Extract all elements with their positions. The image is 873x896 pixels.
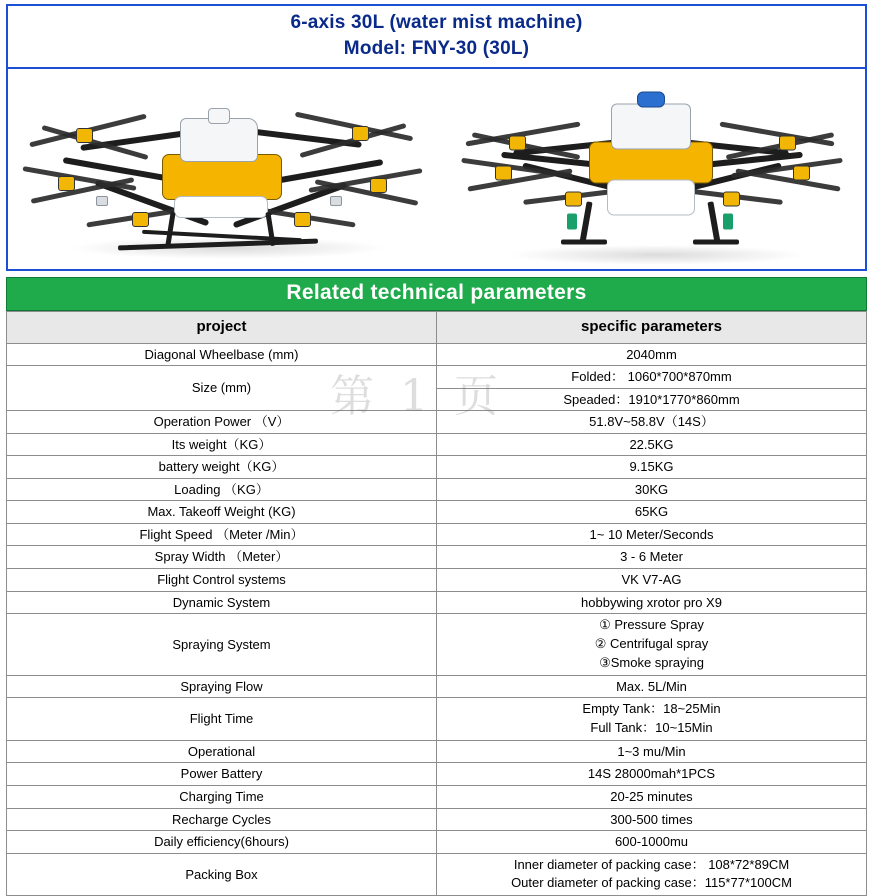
row-value: [437, 853, 867, 896]
page-watermark: 第 1 页: [330, 371, 504, 422]
product-photo-left: [8, 69, 437, 269]
table-row: [7, 569, 867, 592]
row-label: Max. Takeoff Weight (KG): [7, 501, 437, 524]
drone-battery-pack: [607, 180, 695, 216]
drone-propeller: [735, 169, 840, 192]
table-row: [7, 501, 867, 524]
row-value: hobbywing xrotor pro X9: [437, 591, 867, 614]
product-photo-right: [437, 69, 866, 269]
row-label: Spraying System: [7, 614, 437, 676]
row-label: Recharge Cycles: [7, 808, 437, 831]
row-label: Flight Speed （Meter /Min）: [7, 523, 437, 546]
product-title-line-2: Model: FNY-30 (30L): [343, 37, 530, 59]
product-title-line-1: 6-axis 30L (water mist machine): [290, 12, 583, 33]
table-row: [7, 831, 867, 854]
row-value: [437, 698, 867, 741]
table-row: [7, 478, 867, 501]
row-label: Power Battery: [7, 763, 437, 786]
drone-spray-tank: [611, 104, 691, 150]
row-label: Packing Box: [7, 853, 437, 896]
table-row: [7, 675, 867, 698]
row-value-line: ② Centrifugal spray: [594, 635, 709, 651]
row-label: Flight Control systems: [7, 569, 437, 592]
row-label: battery weight（KG）: [7, 456, 437, 479]
row-label: Flight Time: [7, 698, 437, 741]
row-label: Dynamic System: [7, 591, 437, 614]
drone-spray-nozzle: [723, 214, 733, 230]
row-label: Loading （KG）: [7, 478, 437, 501]
table-row: [7, 740, 867, 763]
product-photo-strip: [6, 69, 867, 271]
row-value: 20-25 minutes: [437, 785, 867, 808]
drone-landing-skid: [561, 240, 607, 245]
drone-motor: [294, 212, 311, 227]
drone-propeller: [467, 169, 572, 192]
drone-motor: [132, 212, 149, 227]
row-label: Operation Power （V）: [7, 411, 437, 434]
row-value: Max. 5L/Min: [437, 675, 867, 698]
drone-landing-leg: [166, 212, 176, 246]
row-value: 300-500 times: [437, 808, 867, 831]
row-label: Spraying Flow: [7, 675, 437, 698]
row-label: Daily efficiency(6hours): [7, 831, 437, 854]
drone-illustration-side: [22, 84, 422, 254]
table-row: [7, 411, 867, 434]
row-value: 22.5KG: [437, 433, 867, 456]
row-value: 3 - 6 Meter: [437, 546, 867, 569]
table-row: [7, 433, 867, 456]
table-header-project: project: [7, 312, 437, 343]
row-value: 1~ 10 Meter/Seconds: [437, 523, 867, 546]
row-value-line: Inner diameter of packing case： 108*72*89CM: [513, 856, 790, 872]
table-row: [7, 523, 867, 546]
drone-motor: [723, 192, 740, 207]
table-header-row: [7, 312, 867, 343]
title-block: [6, 4, 867, 69]
row-label: Size (mm): [7, 366, 437, 411]
technical-parameters-table: [6, 311, 867, 896]
drone-landing-leg: [707, 202, 720, 244]
section-banner: Related technical parameters: [6, 277, 867, 311]
row-value: [437, 614, 867, 676]
row-value: 14S 28000mah*1PCS: [437, 763, 867, 786]
row-value: 600-1000mu: [437, 831, 867, 854]
drone-motor: [495, 166, 512, 181]
drone-motor: [509, 136, 526, 151]
row-value-line: Empty Tank：18~25Min: [582, 701, 721, 717]
row-value: 65KG: [437, 501, 867, 524]
drone-motor: [352, 126, 369, 141]
drone-tank-cap: [637, 92, 665, 108]
drone-motor: [76, 128, 93, 143]
drone-spray-tank: [180, 118, 258, 162]
row-value-line: Full Tank：10~15Min: [590, 720, 713, 736]
table-row: [7, 343, 867, 366]
table-row: [7, 763, 867, 786]
table-row: [7, 808, 867, 831]
row-value: Speaded：1910*1770*860mm: [437, 388, 867, 411]
row-label: Spray Width （Meter）: [7, 546, 437, 569]
row-value: 30KG: [437, 478, 867, 501]
drone-landing-leg: [579, 202, 592, 244]
drone-battery-pack: [174, 196, 268, 218]
table-row: [7, 698, 867, 741]
drone-motor: [793, 166, 810, 181]
row-value: 51.8V~58.8V（14S）: [437, 411, 867, 434]
table-row: [7, 591, 867, 614]
row-value-line: Outer diameter of packing case：115*77*100CM: [511, 875, 792, 891]
drone-landing-skid: [693, 240, 739, 245]
drone-motor: [779, 136, 796, 151]
table-row: [7, 366, 867, 389]
drone-spray-nozzle: [330, 196, 342, 206]
row-value-line: ③Smoke spraying: [599, 654, 704, 670]
table-row: [7, 456, 867, 479]
table-header-parameters: specific parameters: [437, 312, 867, 343]
table-row: [7, 614, 867, 676]
row-value: 1~3 mu/Min: [437, 740, 867, 763]
row-label: Diagonal Wheelbase (mm): [7, 343, 437, 366]
drone-illustration-front: [461, 82, 841, 257]
drone-motor: [565, 192, 582, 207]
table-row: [7, 853, 867, 896]
drone-spray-nozzle: [567, 214, 577, 230]
row-value: Folded： 1060*700*870mm: [437, 366, 867, 389]
row-label: Operational: [7, 740, 437, 763]
row-label: Its weight（KG）: [7, 433, 437, 456]
row-label: Charging Time: [7, 785, 437, 808]
drone-spray-nozzle: [96, 196, 108, 206]
row-value: 2040mm: [437, 343, 867, 366]
row-value-line: ① Pressure Spray: [599, 617, 704, 633]
table-row: [7, 546, 867, 569]
row-value: 9.15KG: [437, 456, 867, 479]
row-value: VK V7-AG: [437, 569, 867, 592]
drone-motor: [58, 176, 75, 191]
drone-motor: [370, 178, 387, 193]
drone-tank-cap: [208, 108, 230, 124]
